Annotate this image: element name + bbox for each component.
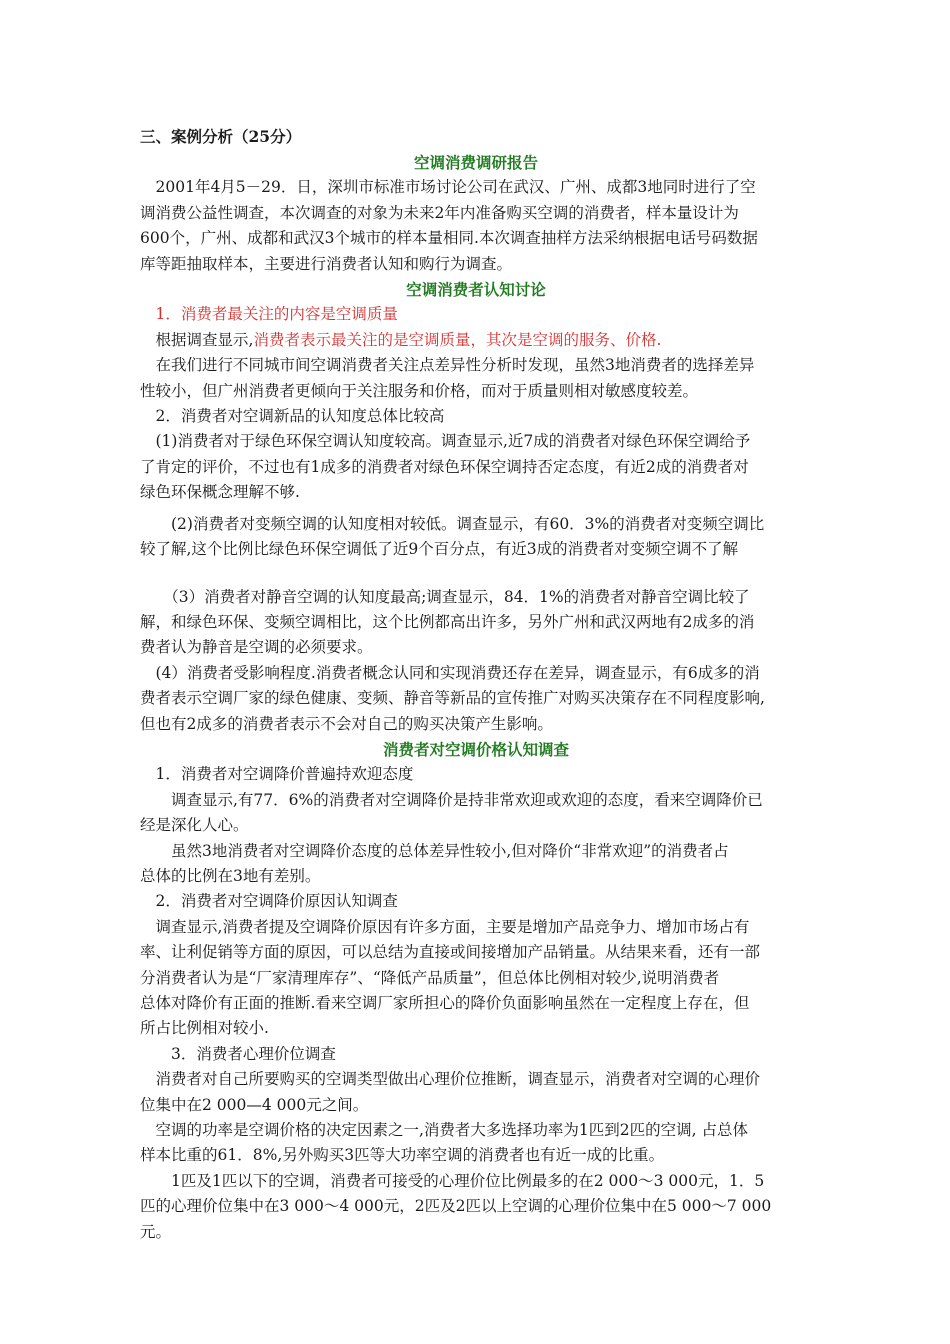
price-psych-line: 元。 <box>140 1222 172 1241</box>
inverter-line: 较了解,这个比例比绿色环保空调低了近9个百分点，有近3成的消费者对变频空调不了解 <box>140 540 739 559</box>
price-psych-line: 匹的心理价位集中在3 000～4 000元，2匹及2匹以上空调的心理价位集中在5 000～7 000 <box>140 1197 772 1216</box>
intro-paragraph <box>140 175 812 277</box>
section-title: 三、案例分析（25分） <box>140 127 302 146</box>
quality-text-highlight: 消费者表示最关注的是空调质量，其次是空调的服务、价格. <box>253 330 662 349</box>
price-psych-line: 位集中在2 000—4 000元之间。 <box>140 1095 369 1114</box>
price-reason-line: 所占比例相对较小. <box>140 1019 269 1038</box>
price-welcome-line: 经是深化人心。 <box>140 816 249 835</box>
price-psych-heading: 3．消费者心理价位调查 <box>140 1044 336 1063</box>
silent-line: 费者认为静音是空调的必须要求。 <box>140 638 373 657</box>
price-psych-line: 样本比重的61．8%,另外购买3匹等大功率空调的消费者也有近一成的比重。 <box>140 1146 665 1165</box>
quality-text <box>140 328 812 353</box>
price-reason-line: 分消费者认为是“厂家清理库存”、“降低产品质量”，但总体比例相对较少,说明消费者 <box>140 968 720 987</box>
price-welcome-line: 调查显示,有77．6%的消费者对空调降价是持非常欢迎或欢迎的态度，看来空调降价已 <box>140 790 763 809</box>
report-title: 空调消费调研报告 <box>413 153 538 172</box>
price-psych-line: 1匹及1匹以下的空调，消费者可接受的心理价位比例最多的在2 000～3 000元，1．5 <box>140 1171 765 1190</box>
intro-line: 2001年4月5－29．日，深圳市标准市场讨论公司在武汉、广州、成都3地同时进行了空 <box>140 178 756 197</box>
price-psych-line: 空调的功率是空调价格的决定因素之一,消费者大多选择功率为1匹到2匹的空调, 占总体 <box>140 1121 749 1140</box>
influence-line: 但也有2成多的消费者表示不会对自己的购买决策产生影响。 <box>140 714 553 733</box>
green-line: 了肯定的评价，不过也有1成多的消费者对绿色环保空调持否定态度，有近2成的消费者对 <box>140 457 749 476</box>
inverter-line: (2)消费者对变频空调的认知度相对较低。调查显示，有60．3%的消费者对变频空调比 <box>140 514 765 533</box>
price-welcome-line: 总体的比例在3地有差别。 <box>140 866 321 885</box>
green-line: (1)消费者对于绿色环保空调认知度较高。调查显示,近7成的消费者对绿色环保空调给予 <box>140 432 751 451</box>
quality-detail-line: 性较小，但广州消费者更倾向于关注服务和价格，而对于质量则相对敏感度较差。 <box>140 381 699 400</box>
intro-line: 600个，广州、成都和武汉3个城市的样本量相同.本次调查抽样方法采纳根据电话号码数据 <box>140 229 758 248</box>
price-psych-line: 消费者对自己所要购买的空调类型做出心理价位推断，调查显示，消费者对空调的心理价 <box>140 1070 761 1089</box>
green-line: 绿色环保概念理解不够. <box>140 483 300 502</box>
price-title: 消费者对空调价格认知调查 <box>382 739 569 759</box>
influence-line: (4）消费者受影响程度.消费者概念认同和实现消费还存在差异，调查显示，有6成多的消 <box>140 663 760 682</box>
price-welcome-line: 虽然3地消费者对空调降价态度的总体差异性较小,但对降价“非常欢迎”的消费者占 <box>140 841 729 860</box>
quality-heading: 1．消费者最关注的内容是空调质量 <box>140 305 398 324</box>
spacer <box>140 563 812 585</box>
silent-line: （3）消费者对静音空调的认知度最高;调查显示，84．1%的消费者对静音空调比较了 <box>140 587 750 606</box>
cognition-title: 空调消费者认知讨论 <box>406 280 546 300</box>
influence-line: 费者表示空调厂家的绿色健康、变频、静音等新品的宣传推广对购买决策存在不同程度影响, <box>140 689 765 708</box>
price-reason-line: 率、让利促销等方面的原因，可以总结为直接或间接增加产品销量。从结果来看，还有一部 <box>140 943 761 962</box>
price-reason-heading: 2．消费者对空调降价原因认知调查 <box>140 892 398 911</box>
new-products-heading: 2．消费者对空调新品的认知度总体比较高 <box>140 407 445 426</box>
document-page <box>140 124 812 1245</box>
price-welcome-heading: 1．消费者对空调降价普遍持欢迎态度 <box>140 765 414 784</box>
quality-text-prefix: 根据调查显示, <box>140 330 254 349</box>
intro-line: 调消费公益性调查，本次调查的对象为未来2年内准备购买空调的消费者，样本量设计为 <box>140 203 739 222</box>
silent-line: 解，和绿色环保、变频空调相比，这个比例都高出许多，另外广州和武汉两地有2成多的消 <box>140 612 755 631</box>
price-reason-line: 调查显示,消费者提及空调降价原因有许多方面，主要是增加产品竞争力、增加市场占有 <box>140 917 750 936</box>
quality-detail-line: 在我们进行不同城市间空调消费者关注点差异性分析时发现，虽然3地消费者的选择差异 <box>140 356 755 375</box>
price-reason-line: 总体对降价有正面的推断.看来空调厂家所担心的降价负面影响虽然在一定程度上存在，但 <box>140 994 750 1012</box>
intro-line: 库等距抽取样本，主要进行消费者认知和购行为调查。 <box>140 254 513 273</box>
